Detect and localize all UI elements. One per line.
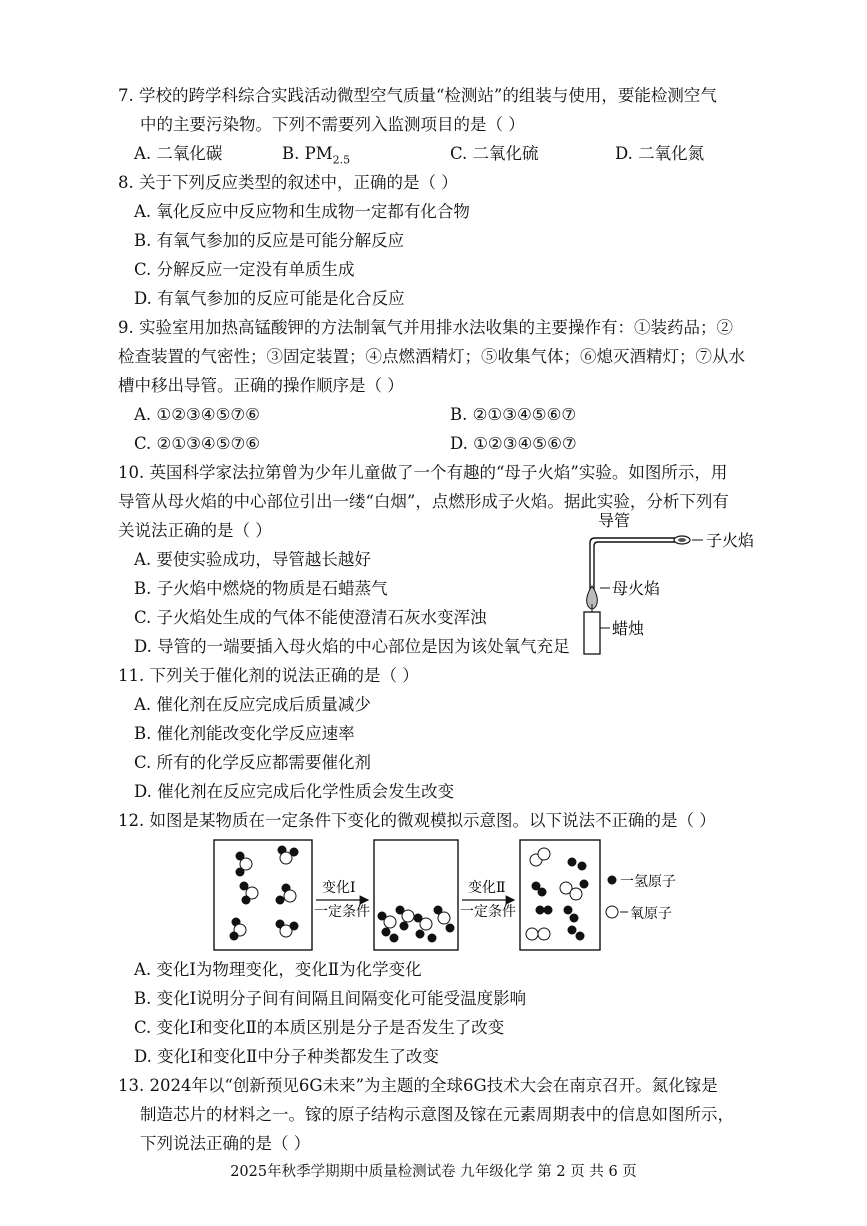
label-change-1: 变化Ⅰ <box>322 880 356 896</box>
legend-hydrogen: 一氢原子 <box>620 874 676 890</box>
q9-stem-line2: 检查装置的气密性；③固定装置；④点燃酒精灯；⑤收集气体；⑥熄灭酒精灯；⑦从水 <box>118 347 745 366</box>
q10-stem-line1: 10. 英国科学家法拉第曾为少年儿童做了一个有趣的“母子火焰”实验。如图所示，用 <box>118 463 728 482</box>
q12-stem: 12. 如图是某物质在一定条件下变化的微观模拟示意图。以下说法不正确的是（ ） <box>118 811 716 830</box>
q7-option-a: A. 二氧化碳 <box>134 144 223 163</box>
label-change-2: 变化Ⅱ <box>468 880 506 896</box>
q11-stem: 11. 下列关于催化剂的说法正确的是（ ） <box>118 666 419 685</box>
q9-option-b: B. ②①③④⑤⑥⑦ <box>450 405 577 424</box>
molecule-change-figure <box>210 836 690 954</box>
q7-option-b: B. $PM_{2.5}$ <box>282 144 351 167</box>
q11-option-d: D. 催化剂在反应完成后化学性质会发生改变 <box>134 782 455 801</box>
q7-option-c: C. 二氧化硫 <box>450 144 539 163</box>
label-condition-1: 一定条件 <box>314 904 370 920</box>
q10-option-c: C. 子火焰处生成的气体不能使澄清石灰水变浑浊 <box>134 608 487 627</box>
q13-stem-line3: 下列说法正确的是（ ） <box>140 1134 311 1153</box>
q12-option-b: B. 变化Ⅰ说明分子间有间隔且间隔变化可能受温度影响 <box>134 989 527 1008</box>
q7-stem-line1: 7. 学校的跨学科综合实践活动微型空气质量“检测站”的组装与使用，要能检测空气 <box>118 86 717 105</box>
q12-option-a: A. 变化Ⅰ为物理变化，变化Ⅱ为化学变化 <box>134 960 422 979</box>
q8-stem: 8. 关于下列反应类型的叙述中，正确的是（ ） <box>118 173 458 192</box>
q7-stem-line2: 中的主要污染物。下列不需要列入监测项目的是（ ） <box>140 115 525 134</box>
legend-oxygen: 氧原子 <box>630 906 672 922</box>
candle-icon <box>584 612 600 654</box>
label-child-flame: 子火焰 <box>706 531 755 550</box>
q11-option-a: A. 催化剂在反应完成后质量减少 <box>134 695 371 714</box>
state-box-1 <box>214 840 312 950</box>
q10-option-b: B. 子火焰中燃烧的物质是石蜡蒸气 <box>134 579 388 598</box>
q9-stem-line1: 9. 实验室用加热高锰酸钾的方法制氧气并用排水法收集的主要操作有：①装药品；② <box>118 318 733 337</box>
q11-option-c: C. 所有的化学反应都需要催化剂 <box>134 753 372 772</box>
q10-option-a: A. 要使实验成功，导管越长越好 <box>134 550 371 569</box>
q12-option-c: C. 变化Ⅰ和变化Ⅱ的本质区别是分子是否发生了改变 <box>134 1018 505 1037</box>
oxygen-atom-legend-icon <box>606 906 618 918</box>
q8-option-d: D. 有氧气参加的反应可能是化合反应 <box>134 289 405 308</box>
q11-option-b: B. 催化剂能改变化学反应速率 <box>134 724 355 743</box>
label-condition-2: 一定条件 <box>460 904 516 920</box>
q8-option-c: C. 分解反应一定没有单质生成 <box>134 260 355 279</box>
q10-stem-line2: 导管从母火焰的中心部位引出一缕“白烟”，点燃形成子火焰。据此实验，分析下列有 <box>118 492 729 511</box>
q9-option-d: D. ①②③④⑤⑥⑦ <box>450 434 577 453</box>
q9-option-a: A. ①②③④⑤⑦⑥ <box>134 405 260 424</box>
q13-stem-line1: 13. 2024年以“创新预见6G未来”为主题的全球6G技术大会在南京召开。氮化镓是 <box>118 1076 718 1095</box>
candle-experiment-figure <box>570 508 770 658</box>
q13-stem-line2: 制造芯片的材料之一。镓的原子结构示意图及镓在元素周期表中的信息如图所示， <box>140 1105 734 1124</box>
label-candle: 蜡烛 <box>612 619 645 638</box>
q10-option-d: D. 导管的一端要插入母火焰的中心部位是因为该处氧气充足 <box>134 637 570 656</box>
q10-stem-line3: 关说法正确的是（ ） <box>118 521 272 540</box>
q8-option-b: B. 有氧气参加的反应是可能分解反应 <box>134 231 405 250</box>
label-mother-flame: 母火焰 <box>612 579 661 598</box>
hydrogen-atom-legend-icon <box>608 876 617 885</box>
q12-option-d: D. 变化Ⅰ和变化Ⅱ中分子种类都发生了改变 <box>134 1047 439 1066</box>
q7-option-d: D. 二氧化氮 <box>615 144 705 163</box>
q9-option-c: C. ②①③④⑤⑦⑥ <box>134 434 261 453</box>
q9-stem-line3: 槽中移出导管。正确的操作顺序是（ ） <box>118 376 404 395</box>
page-footer: 2025年秋季学期期中质量检测试卷 九年级化学 第 2 页 共 6 页 <box>230 1164 637 1180</box>
label-tube: 导管 <box>598 511 631 530</box>
q8-option-a: A. 氧化反应中反应物和生成物一定都有化合物 <box>134 202 470 221</box>
